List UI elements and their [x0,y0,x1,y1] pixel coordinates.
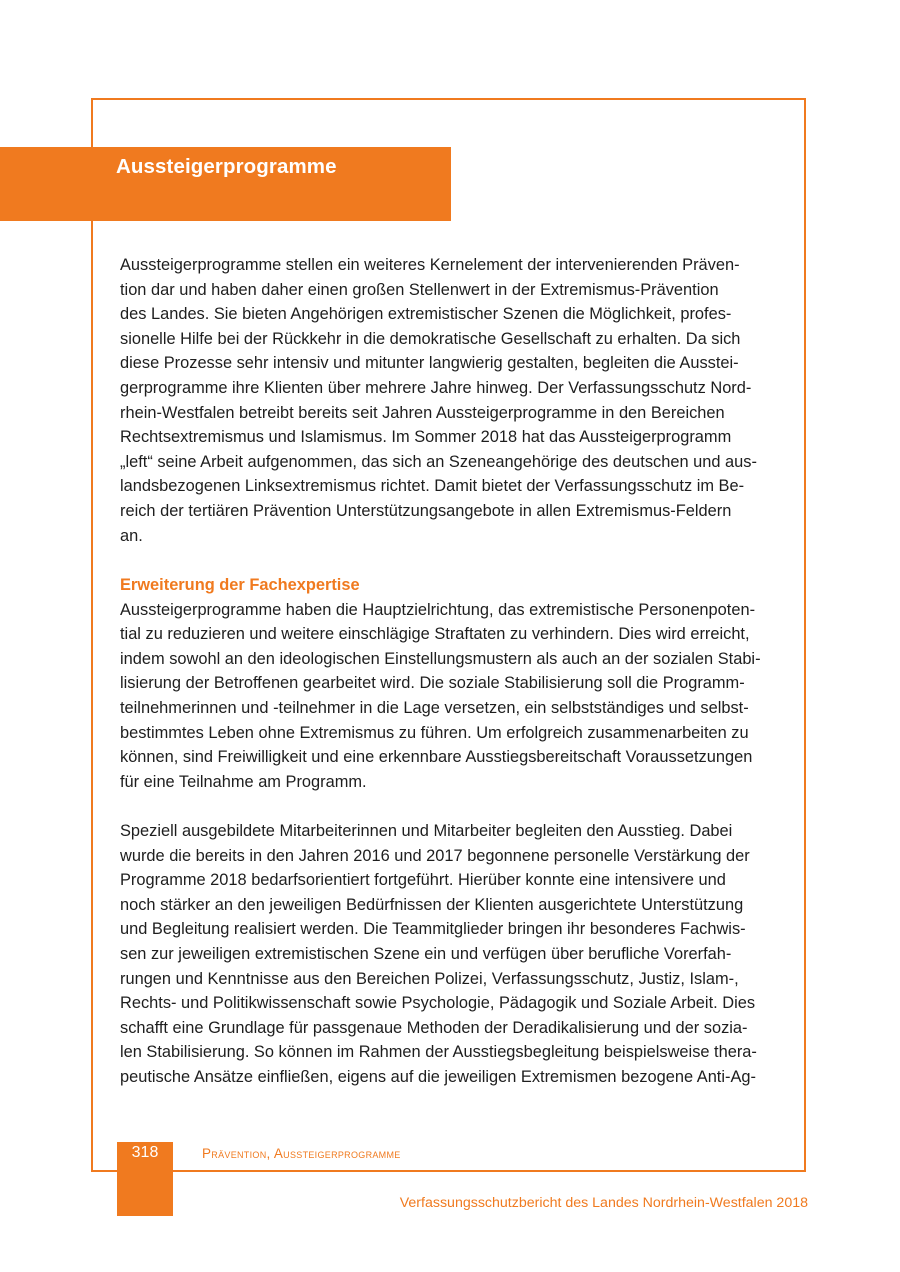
text-line: reich der tertiären Prävention Unterstützungsangebote in allen Extremismus-Feldern [120,501,732,520]
text-line: „left“ seine Arbeit aufgenommen, das sich an Szeneangehörige des deutschen und aus- [120,452,757,471]
text-line: noch stärker an den jeweiligen Bedürfnissen der Klienten ausgerichtete Unterstützung [120,895,744,914]
text-line: Rechtsextremismus und Islamismus. Im Sommer 2018 hat das Aussteigerprogramm [120,428,732,447]
page-title: Aussteigerprogramme [116,155,337,178]
text-line: rhein-Westfalen betreibt bereits seit Jahren Aussteigerprogramme in den Bereichen [120,403,725,422]
text-line: sen zur jeweiligen extremistischen Szene ein und verfügen über berufliche Vorerfah- [120,944,732,963]
text-line: lisierung der Betroffenen gearbeitet wird. Die soziale Stabilisierung soll die Programm- [120,674,745,693]
text-line: tion dar und haben daher einen großen Stellenwert in der Extremismus-Prävention [120,280,719,299]
page-number: 318 [131,1144,159,1161]
text-line: sionelle Hilfe bei der Rückkehr in die demokratische Gesellschaft zu erhalten. Da sich [120,329,741,348]
text-line: bestimmtes Leben ohne Extremismus zu führen. Um erfolgreich zusammenarbeiten zu [120,723,749,742]
publication-title: Verfassungsschutzbericht des Landes Nordrhein-Westfalen 2018 [399,1195,808,1211]
text-line: landsbezogenen Linksextremismus richtet. Damit bietet der Verfassungsschutz im Be- [120,477,745,496]
text-line: len Stabilisierung. So können im Rahmen der Ausstiegsbegleitung beispielsweise thera- [120,1043,757,1062]
section-heading: Erweiterung der Fachexpertise [120,576,360,594]
intro-paragraph [120,253,788,548]
text-line: des Landes. Sie bieten Angehörigen extremistischer Szenen die Möglichkeit, profes- [120,305,732,324]
text-line: Aussteigerprogramme haben die Hauptzielrichtung, das extremistische Personenpoten- [120,600,756,619]
text-line: Programme 2018 bedarfsorientiert fortgeführt. Hierüber konnte eine intensivere und [120,871,726,890]
text-line: rungen und Kenntnisse aus den Bereichen Polizei, Verfassungsschutz, Justiz, Islam-, [120,969,739,988]
running-section-label: Prävention, Aussteigerprogramme [202,1146,401,1161]
text-line: tial zu reduzieren und weitere einschlägige Straftaten zu verhindern. Dies wird erreicht, [120,625,750,644]
text-line: Rechts- und Politikwissenschaft sowie Psychologie, Pädagogik und Soziale Arbeit. Dies [120,994,756,1013]
text-line: wurde die bereits in den Jahren 2016 und 2017 begonnene personelle Verstärkung der [120,846,750,865]
text-line: teilnehmerinnen und -teilnehmer in die Lage versetzen, ein selbstständiges und selbst- [120,698,749,717]
text-line: diese Prozesse sehr intensiv und mitunter langwierig gestalten, begleiten die Ausstei- [120,354,739,373]
text-line: können, sind Freiwilligkeit und eine erkennbare Ausstiegsbereitschaft Voraussetzungen [120,748,753,767]
text-line: indem sowohl an den ideologischen Einstellungsmustern als auch an der sozialen Stabi- [120,649,761,668]
text-line: für eine Teilnahme am Programm. [120,772,367,791]
text-line: schafft eine Grundlage für passgenaue Methoden der Deradikalisierung und der sozia- [120,1018,748,1037]
text-line: Aussteigerprogramme stellen ein weiteres Kernelement der intervenierenden Präven- [120,256,740,274]
text-line: peutische Ansätze einfließen, eigens auf die jeweiligen Extremismen bezogene Anti-Ag- [120,1067,756,1086]
text-line: und Begleitung realisiert werden. Die Teammitglieder bringen ihr besonderes Fachwis- [120,920,746,939]
section-expertise [120,573,788,794]
text-line: Speziell ausgebildete Mitarbeiterinnen und Mitarbeiter begleiten den Ausstieg. Dabei [120,822,733,840]
staff-paragraph [120,819,788,1090]
text-line: an. [120,526,143,545]
text-line: gerprogramme ihre Klienten über mehrere Jahre hinweg. Der Verfassungsschutz Nord- [120,378,752,397]
